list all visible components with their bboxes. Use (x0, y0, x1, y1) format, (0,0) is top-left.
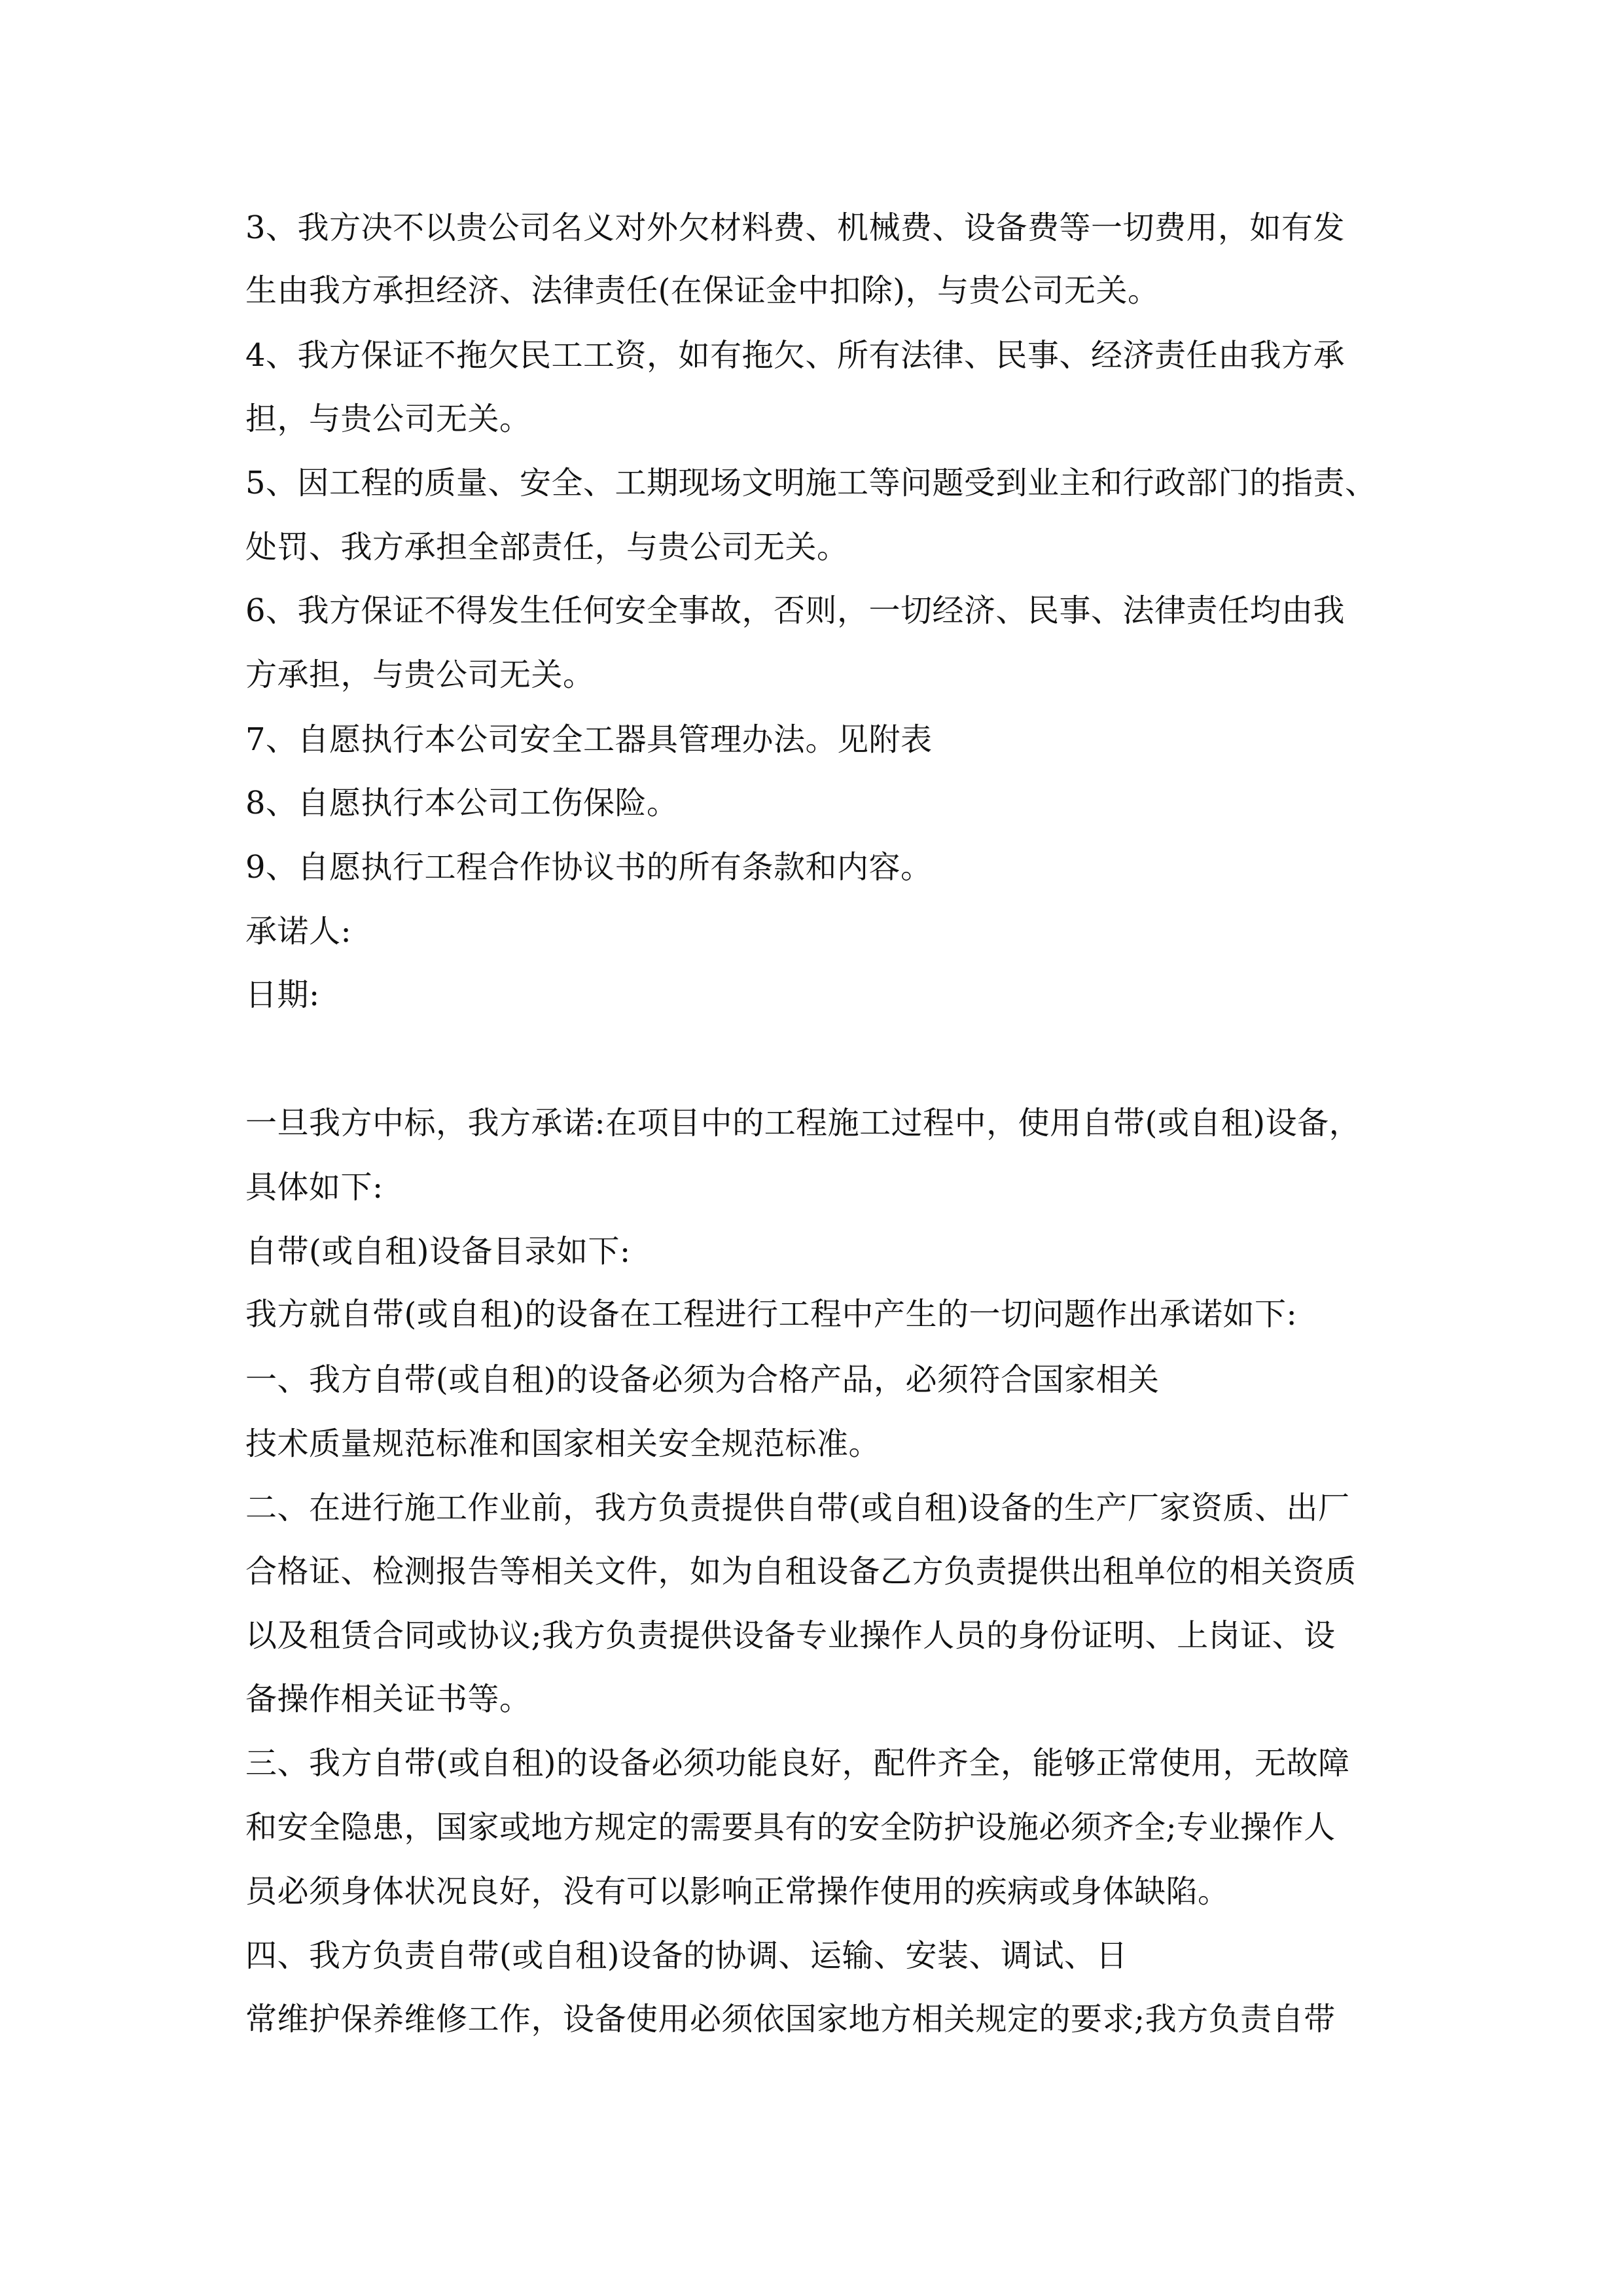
text-line: 自带(或自租)设备目录如下: (245, 1233, 631, 1270)
text-line: 三、我方自带(或自租)的设备必须功能良好，配件齐全，能够正常使用，无故障 (245, 1745, 1350, 1782)
text-line: 具体如下: (245, 1169, 383, 1206)
text-line: 担，与贵公司无关。 (245, 401, 531, 437)
text-line: 9、自愿执行工程合作协议书的所有条款和内容。 (245, 849, 933, 886)
date-label: 日期: (245, 977, 320, 1013)
text-line: 四、我方负责自带(或自租)设备的协调、运输、安装、调试、日 (245, 1937, 1128, 1974)
text-line: 6、我方保证不得发生任何安全事故，否则，一切经济、民事、法律责任均由我 (245, 592, 1346, 629)
text-line: 8、自愿执行本公司工伤保险。 (245, 785, 679, 821)
text-line: 二、在进行施工作业前，我方负责提供自带(或自租)设备的生产厂家资质、出厂 (245, 1490, 1350, 1526)
text-line: 一旦我方中标，我方承诺:在项目中的工程施工过程中，使用自带(或自租)设备， (245, 1105, 1361, 1141)
text-line: 常维护保养维修工作，设备使用必须依国家地方相关规定的要求;我方负责自带 (245, 2001, 1336, 2037)
text-line: 5、因工程的质量、安全、工期现场文明施工等问题受到业主和行政部门的指责、 (245, 465, 1377, 501)
text-line: 3、我方决不以贵公司名义对外欠材料费、机械费、设备费等一切费用，如有发 (245, 209, 1346, 246)
text-line: 合格证、检测报告等相关文件，如为自租设备乙方负责提供出租单位的相关资质 (245, 1553, 1357, 1590)
text-line: 4、我方保证不拖欠民工工资，如有拖欠、所有法律、民事、经济责任由我方承 (245, 337, 1346, 374)
text-line: 7、自愿执行本公司安全工器具管理办法。见附表 (245, 721, 933, 758)
text-line: 以及租赁合同或协议;我方负责提供设备专业操作人员的身份证明、上岗证、设 (245, 1617, 1336, 1654)
text-line: 技术质量规范标准和国家相关安全规范标准。 (245, 1426, 881, 1462)
text-line: 生由我方承担经济、法律责任(在保证金中扣除)，与贵公司无关。 (245, 272, 1160, 309)
text-line: 备操作相关证书等。 (245, 1681, 531, 1717)
signer-label: 承诺人: (245, 913, 352, 950)
text-line: 一、我方自带(或自租)的设备必须为合格产品，必须符合国家相关 (245, 1361, 1160, 1398)
text-line: 方承担，与贵公司无关。 (245, 656, 595, 693)
text-line: 我方就自带(或自租)的设备在工程进行工程中产生的一切问题作出承诺如下: (245, 1296, 1298, 1333)
text-line: 员必须身体状况良好，没有可以影响正常操作使用的疾病或身体缺陷。 (245, 1873, 1230, 1910)
text-line: 和安全隐患，国家或地方规定的需要具有的安全防护设施必须齐全;专业操作人 (245, 1809, 1336, 1846)
text-line: 处罚、我方承担全部责任，与贵公司无关。 (245, 529, 849, 565)
